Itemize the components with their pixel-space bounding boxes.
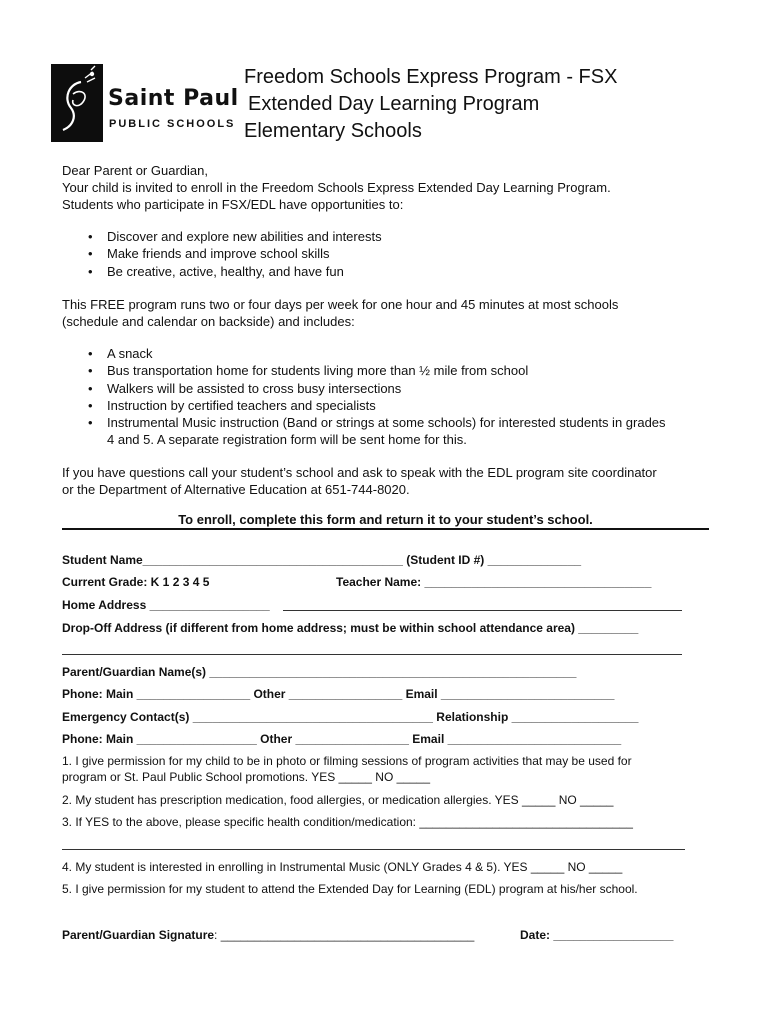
list-item: • Instrumental Music instruction (Band or strings at some schools) for interested students in grades [62,414,666,431]
includes-continuation: 4 and 5. A separate registration form will be sent home for this. [107,432,467,447]
list-item: • Make friends and improve school skills [62,245,382,262]
student-name-field[interactable]: Student Name_______________________________________ (Student ID #) ______________ [62,553,582,567]
date-field[interactable]: Date: __________________ [520,928,674,942]
includes-list [62,345,666,431]
intro-line-1: Your child is invited to enroll in the Freedom Schools Express Extended Day Learning Program. [62,180,611,195]
edl-permission: 5. I give permission for my student to attend the Extended Day for Learning (EDL) program at his/her school. [62,882,638,896]
program-line-2: (schedule and calendar on backside) and includes: [62,314,355,329]
list-item: • Discover and explore new abilities and interests [62,228,382,245]
signature-label: Parent/Guardian Signature [62,928,215,942]
list-item: • Walkers will be assisted to cross busy intersections [62,380,666,397]
saint-paul-logo [51,62,239,142]
current-grade-field[interactable]: Current Grade: K 1 2 3 4 5 [62,575,210,589]
list-item: • Instruction by certified teachers and specialists [62,397,666,414]
logo-subtitle: PUBLIC SCHOOLS [109,118,236,130]
intro-line-2: Students who participate in FSX/EDL have opportunities to: [62,197,404,212]
signature-field[interactable] [62,928,474,942]
title-line-1: Freedom Schools Express Program - FSX [244,66,618,88]
opportunities-list [62,228,382,280]
list-item: • Be creative, active, healthy, and have fun [62,263,382,280]
page-title [244,64,617,145]
parent-names-field[interactable]: Parent/Guardian Name(s) _______________________________________________________ [62,665,577,679]
title-line-3: Elementary Schools [244,120,422,142]
health-continuation-line [62,849,685,850]
teacher-name-field[interactable]: Teacher Name: __________________________________ [336,575,652,589]
dropoff-address-field[interactable]: Drop-Off Address (if different from home address; must be within school attendance area) _________ [62,621,639,635]
permission-photo-answer[interactable]: program or St. Paul Public School promotions. YES _____ NO _____ [62,770,430,784]
dropoff-continuation-line [62,654,682,655]
list-item: • A snack [62,345,666,362]
logo-name: Saint Paul [108,86,239,111]
home-address-line [283,610,682,611]
health-condition-field[interactable]: 3. If YES to the above, please specific health condition/medication: ________________________________ [62,815,633,829]
home-address-field[interactable]: Home Address __________________ [62,598,270,612]
signature-line[interactable]: : ______________________________________ [214,928,475,942]
instrumental-music-question[interactable]: 4. My student is interested in enrolling in Instrumental Music (ONLY Grades 4 & 5). YES _____ NO _____ [62,860,623,874]
emergency-phone-field[interactable]: Phone: Main __________________ Other _________________ Email __________________________ [62,732,622,746]
enroll-heading: To enroll, complete this form and return it to your student’s school. [178,512,593,527]
heading-rule [62,528,709,530]
program-line-1: This FREE program runs two or four days per week for one hour and 45 minutes at most schools [62,297,619,312]
emergency-contact-field[interactable]: Emergency Contact(s) ____________________________________ Relationship ___________________ [62,710,639,724]
parent-phone-field[interactable]: Phone: Main _________________ Other _________________ Email __________________________ [62,687,615,701]
medication-question[interactable]: 2. My student has prescription medication, food allergies, or medication allergies. YES _____ NO _____ [62,793,614,807]
title-line-2: Extended Day Learning Program [248,93,540,115]
contact-line-2: or the Department of Alternative Education at 651-744-8020. [62,482,410,497]
contact-line-1: If you have questions call your student’s school and ask to speak with the EDL program site coordinator [62,465,657,480]
logo-mark [51,64,103,142]
permission-photo: 1. I give permission for my child to be in photo or filming sessions of program activities that may be used for [62,754,632,768]
list-item: • Bus transportation home for students living more than ½ mile from school [62,362,666,379]
greeting: Dear Parent or Guardian, [62,163,208,178]
